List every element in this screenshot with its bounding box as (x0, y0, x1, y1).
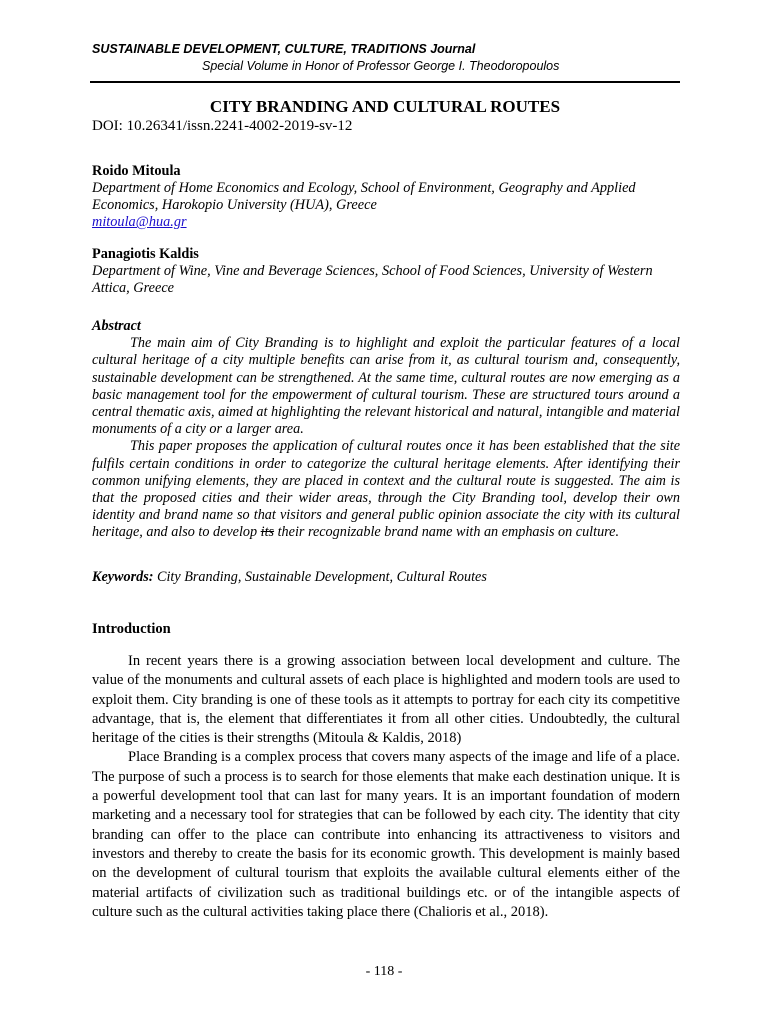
keywords-text: City Branding, Sustainable Development, Cultural Routes (157, 569, 487, 585)
abstract-p2-text: This paper proposes the application of cultural routes once it has been established that the site fulfils certain conditions in order to categorize the cultural heritage elements. After identifying their common unifying elements, they are placed in context and the cultural route is suggested. The aim is that the proposed cities and their wider areas, through the City Branding tool, develop their own identity and brand name so that visitors and general public opinion associate the city with its cultural heritage, and also to develop (92, 438, 680, 541)
abstract-label: Abstract (92, 318, 141, 334)
paper-doi: DOI: 10.26341/issn.2241-4002-2019-sv-12 (92, 118, 353, 134)
introduction-body (92, 652, 680, 922)
header-rule (90, 81, 680, 83)
author-affiliation: Department of Home Economics and Ecology, School of Environment, Geography and Applied Economics, Harokopio University (HUA), Greece (92, 180, 636, 213)
struck-word: its (260, 524, 275, 541)
keywords (92, 569, 680, 586)
introduction-heading: Introduction (92, 621, 171, 637)
author-name: Roido Mitoula (92, 163, 181, 179)
intro-paragraph-1: In recent years there is a growing association between local development and culture. The value of the monuments and cultural assets of each place is highlighted and modern tools are used to exploit them. City branding is one of these tools as it attempts to portray for each city its competitive advantage, that is, the element that differentiates it from all other cities. Undoubtedly, the cultural heritage of the cities is their strengths (Mitoula & Kaldis, 2018) (92, 653, 680, 747)
paper-title: CITY BRANDING AND CULTURAL ROUTES (209, 97, 561, 116)
author-block-2 (92, 246, 682, 297)
abstract-paragraph-1: The main aim of City Branding is to highlight and exploit the particular features of a local cultural heritage of a city multiple benefits can arise from it, as cultural tourism and, consequently, sustainable development can be strengthened. At the same time, cultural routes are now emerging as a basic management tool for the empowerment of cultural tourism. These are structured tours around a central thematic axis, aimed at highlighting the relevant historical and natural, intangible and material monuments of a city or a larger area. (92, 335, 680, 438)
author-affiliation: Department of Wine, Vine and Beverage Sciences, School of Food Sciences, University of Western Attica, Greece (92, 263, 653, 296)
page-number: - 118 - (365, 964, 403, 979)
intro-paragraph-2: Place Branding is a complex process that covers many aspects of the image and life of a place. The purpose of such a process is to search for those elements that make each destination unique. It is a powerful development tool that can last for many years. It is an important foundation of modern marketing and a necessary tool for strategies that can be followed by each city. The identity that city branding can offer to the place can contribute into enhancing its attractiveness to visitors and investors and thereby to create the basis for its economic growth. This development is mainly based on the development of cultural tourism that exploits the available cultural elements either of the material artifacts of civilization such as traditional buildings etc. or of the intangible aspects of culture such as the cultural activities taking place there (Chalioris et al., 2018). (92, 749, 680, 920)
author-email-link[interactable]: mitoula@hua.gr (92, 214, 187, 230)
journal-special-volume: Special Volume in Honor of Professor George I. Theodoropoulos (202, 59, 560, 73)
keywords-label: Keywords: (92, 569, 154, 585)
journal-name: SUSTAINABLE DEVELOPMENT, CULTURE, TRADITIONS Journal (92, 42, 476, 56)
abstract-paragraph-2 (92, 438, 680, 541)
abstract-p2-end: their recognizable brand name with an emphasis on culture. (277, 524, 619, 541)
abstract (92, 318, 680, 542)
journal-header (92, 41, 682, 75)
author-name: Panagiotis Kaldis (92, 246, 199, 262)
author-block-1 (92, 163, 682, 231)
